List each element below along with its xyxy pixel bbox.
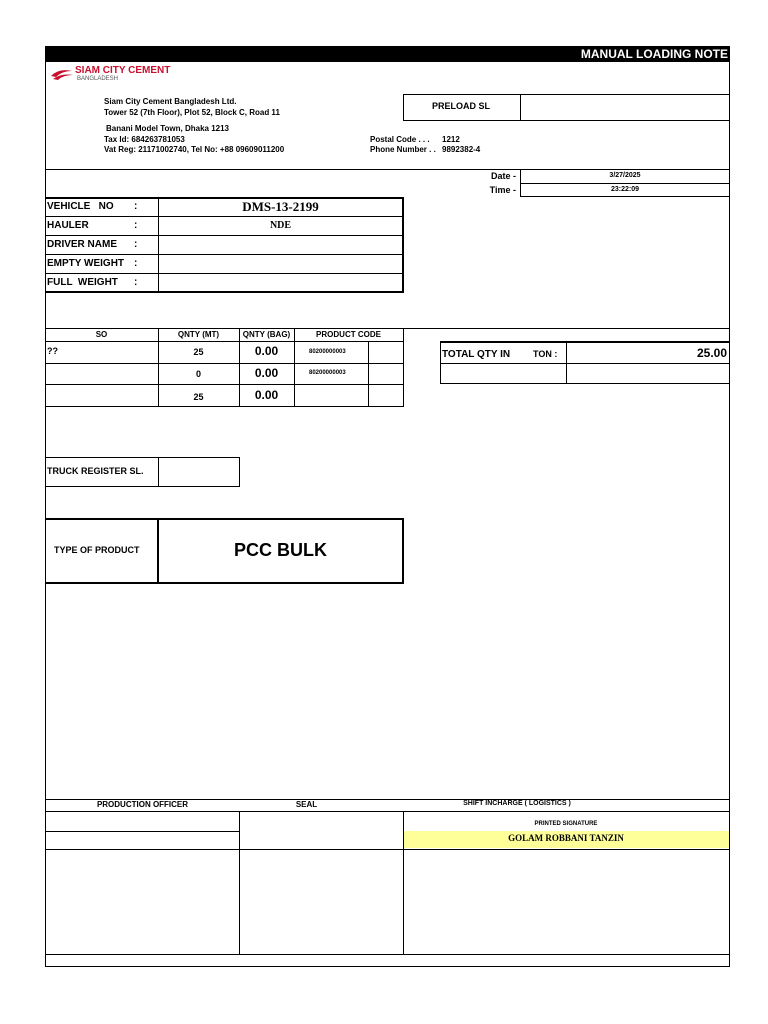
truck-register-label: TRUCK REGISTER SL.: [47, 466, 144, 476]
date-label: Date -: [490, 171, 516, 181]
shift-incharge-label: SHIFT INCHARGE ( LOGISTICS ): [463, 800, 571, 807]
total-qty-label: TOTAL QTY IN: [442, 349, 511, 360]
product-type-label: TYPE OF PRODUCT: [54, 545, 140, 555]
qnty-mt-header: QNTY (MT): [177, 330, 220, 339]
so-row-1-code: 80200000003: [309, 349, 346, 355]
product-code-header: PRODUCT CODE: [316, 330, 381, 339]
so-row-1-so: ??: [47, 346, 58, 356]
preload-label: PRELOAD SL: [432, 101, 491, 111]
document-title: MANUAL LOADING NOTE: [580, 47, 728, 61]
seal-label: SEAL: [295, 800, 318, 809]
company-line-3: Banani Model Town, Dhaka 1213: [106, 124, 229, 133]
brand-swoosh-icon: [50, 67, 74, 83]
full-weight-colon: :: [134, 277, 138, 288]
postal-value: 1212: [442, 135, 460, 144]
so-header: SO: [95, 330, 108, 339]
time-label: Time -: [489, 185, 516, 195]
total-qty-value: 25.00: [696, 346, 727, 360]
vehicle-no-colon: :: [134, 201, 138, 212]
hauler-value: NDE: [269, 220, 292, 231]
vehicle-no-value: DMS-13-2199: [242, 199, 319, 214]
so-row-2-code: 80200000003: [309, 370, 346, 376]
date-value: 3/27/2025: [609, 172, 641, 179]
postal-label: Postal Code . . .: [370, 135, 430, 144]
phone-value: 9892382-4: [442, 145, 481, 154]
total-qty-unit: TON :: [533, 349, 558, 359]
empty-weight-colon: :: [134, 258, 138, 269]
company-line-1: Siam City Cement Bangladesh Ltd.: [104, 97, 237, 106]
signatory-name: GOLAM ROBBANI TANZIN: [508, 833, 624, 843]
production-officer-label: PRODUCTION OFFICER: [96, 800, 189, 809]
logo: [50, 65, 190, 87]
driver-name-colon: :: [134, 239, 138, 250]
company-line-5: Vat Reg: 21171002740, Tel No: +88 09609011200: [104, 145, 285, 154]
so-row-3-qmt: 25: [193, 392, 204, 402]
company-line-4: Tax Id: 684263781053: [104, 135, 185, 144]
empty-weight-label: EMPTY WEIGHT: [47, 258, 125, 269]
printed-signature-label: PRINTED SIGNATURE: [534, 821, 598, 827]
phone-label: Phone Number . .: [370, 145, 436, 154]
company-line-2: Tower 52 (7th Floor), Plot 52, Block C, Road 11: [104, 108, 280, 117]
so-row-1-qbag: 0.00: [254, 344, 279, 358]
so-row-2-qmt: 0: [195, 369, 201, 379]
full-weight-label: FULL WEIGHT: [47, 277, 118, 288]
product-type-value: PCC BULK: [234, 540, 327, 560]
qnty-bag-header: QNTY (BAG): [242, 330, 291, 339]
vehicle-no-label: VEHICLE NO: [47, 201, 114, 212]
brand-sub: BANGLADESH: [77, 76, 119, 82]
so-row-2-qbag: 0.00: [254, 366, 279, 380]
so-row-1-qmt: 25: [193, 347, 204, 357]
time-value: 23:22:09: [610, 186, 640, 193]
brand-name: SIAM CITY CEMENT: [75, 65, 171, 76]
hauler-label: HAULER: [47, 220, 89, 231]
driver-name-label: DRIVER NAME: [47, 239, 118, 250]
hauler-colon: :: [134, 220, 138, 231]
so-row-3-qbag: 0.00: [254, 388, 279, 402]
